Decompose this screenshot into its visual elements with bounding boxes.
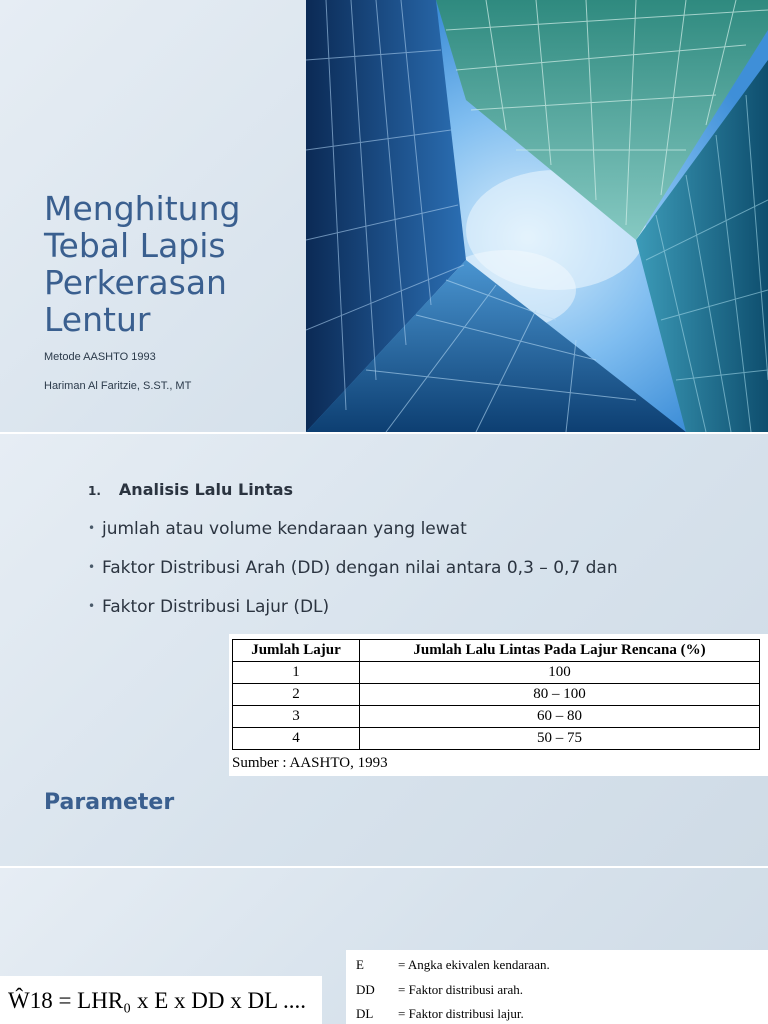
table-cell: 100: [360, 662, 760, 684]
table-cell: 4: [233, 728, 360, 750]
title-slide: [0, 0, 768, 432]
heading-text: Analisis Lalu Lintas: [118, 480, 294, 499]
list-item-text: jumlah atau volume kendaraan yang lewat: [102, 519, 467, 539]
w18-formula: Ŵ18 = LHR₀ x E x DD x DL ....: [8, 988, 307, 1013]
table-row: [233, 662, 760, 684]
legend-desc: = Angka ekivalen kendaraan.: [398, 957, 550, 972]
building-sky-photo: [306, 0, 768, 432]
heading-number: 1.: [88, 484, 101, 498]
formula-image: [0, 976, 322, 1024]
legend-key: E: [356, 957, 364, 972]
author: Hariman Al Faritzie, S.ST., MT: [44, 380, 192, 392]
lane-distribution-table-image: [229, 634, 768, 776]
table-row: [233, 684, 760, 706]
title-line: Lentur: [44, 300, 151, 339]
bullet-dot-icon: •: [88, 560, 96, 574]
table-cell: 1: [233, 662, 360, 684]
section-heading: [88, 480, 293, 499]
table-cell: 2: [233, 684, 360, 706]
traffic-analysis-slide: [0, 434, 768, 866]
lane-distribution-table: [232, 639, 760, 750]
table-cell: 80 – 100: [360, 684, 760, 706]
table-header-row: [233, 640, 760, 662]
subtitle: Metode AASHTO 1993: [44, 351, 156, 363]
formula-slide: [0, 868, 768, 1024]
parameter-heading: Parameter: [44, 790, 175, 815]
formula-legend: [346, 950, 768, 1024]
title-line: Menghitung: [44, 189, 241, 228]
list-item-text: Faktor Distribusi Arah (DD) dengan nilai antara 0,3 – 0,7 dan: [102, 558, 618, 578]
column-header: Jumlah Lalu Lintas Pada Lajur Rencana (%): [360, 640, 760, 662]
table-cell: 60 – 80: [360, 706, 760, 728]
legend-row: [356, 982, 523, 998]
title-block: [44, 190, 294, 392]
legend-key: DD: [356, 982, 375, 997]
table-cell: 50 – 75: [360, 728, 760, 750]
table-cell: 3: [233, 706, 360, 728]
presentation-title: [44, 190, 294, 338]
column-header: Jumlah Lajur: [233, 640, 360, 662]
table-row: [233, 728, 760, 750]
legend-desc: = Faktor distribusi arah.: [398, 982, 524, 997]
legend-desc: = Faktor distribusi lajur.: [398, 1006, 524, 1021]
table-source: Sumber : AASHTO, 1993: [232, 755, 388, 771]
bullet-dot-icon: •: [88, 521, 96, 535]
list-item: [88, 516, 618, 555]
bullet-dot-icon: •: [88, 599, 96, 613]
list-item: [88, 594, 618, 633]
list-item: [88, 555, 618, 594]
legend-row: [356, 957, 550, 973]
table-row: [233, 706, 760, 728]
legend-row: [356, 1006, 524, 1022]
title-line: Tebal Lapis: [44, 226, 226, 265]
list-item-text: Faktor Distribusi Lajur (DL): [102, 597, 330, 617]
legend-key: DL: [356, 1006, 374, 1021]
title-line: Perkerasan: [44, 263, 227, 302]
bullet-list: [88, 516, 618, 633]
